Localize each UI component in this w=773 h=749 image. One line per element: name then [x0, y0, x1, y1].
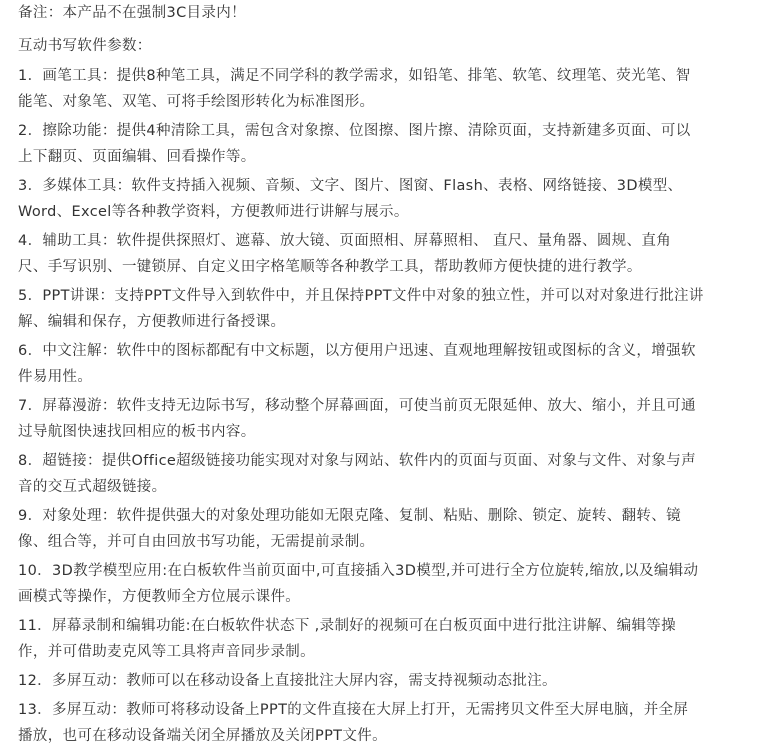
list-item [18, 448, 751, 500]
list-item [18, 697, 751, 749]
list-item-line: 作，并可借助麦克风等工具将声音同步录制。 [18, 644, 315, 660]
note-text: 备注：本产品不在强制3C目录内！ [18, 5, 246, 21]
section-heading: 互动书写软件参数： [18, 38, 152, 54]
list-item-line: 像、组合等，并可自由回放书写功能，无需提前录制。 [18, 534, 375, 550]
list-item [18, 228, 751, 280]
list-item-line: 音的交互式超级链接。 [18, 479, 167, 495]
list-item [18, 503, 751, 555]
list-item-line: 件易用性。 [18, 369, 93, 385]
list-item-line: 5．PPT讲课：支持PPT文件导入到软件中，并且保持PPT文件中对象的独立性，并可以对对象进行批注讲 [18, 288, 704, 304]
list-item-line: 6．中文注解：软件中的图标都配有中文标题，以方便用户迅速、直观地理解按钮或图标的含义，增强软 [18, 343, 696, 359]
list-item-line: 3．多媒体工具：软件支持插入视频、音频、文字、图片、图窗、Flash、表格、网络链接、3D模型、 [18, 178, 683, 194]
list-item-line: 13．多屏互动：教师可将移动设备上PPT的文件直接在大屏上打开，无需拷贝文件至大屏电脑，并全屏 [18, 702, 689, 718]
list-item-line: Word、Excel等各种教学资料，方便教师进行讲解与展示。 [18, 204, 409, 220]
list-item-line: 解、编辑和保存，方便教师进行备授课。 [18, 314, 286, 330]
list-item-line: 12．多屏互动：教师可以在移动设备上直接批注大屏内容，需支持视频动态批注。 [18, 673, 557, 689]
list-item [18, 558, 751, 610]
list-item-line: 11．屏幕录制和编辑功能:在白板软件状态下 ,录制好的视频可在白板页面中进行批注讲解、编辑等操 [18, 618, 676, 634]
list-item-line: 10．3D教学模型应用:在白板软件当前页面中,可直接插入3D模型,并可进行全方位旋转,缩放,以及编辑动 [18, 563, 699, 579]
list-item [18, 338, 751, 390]
list-item-line: 4．辅助工具：软件提供探照灯、遮幕、放大镜、页面照相、屏幕照相、 直尺、量角器、圆规、直角 [18, 233, 672, 249]
list-item [18, 173, 751, 225]
list-item [18, 668, 751, 694]
list-item [18, 393, 751, 445]
list-item-line: 播放，也可在移动设备端关闭全屏播放及关闭PPT文件。 [18, 728, 387, 744]
list-item-line: 7．屏幕漫游：软件支持无边际书写，移动整个屏幕画面，可使当前页无限延伸、放大、缩小，并且可通 [18, 398, 696, 414]
list-item-line: 画模式等操作，方便教师全方位展示课件。 [18, 589, 301, 605]
list-item-line: 2．擦除功能：提供4种清除工具，需包含对象擦、位图擦、图片擦、清除页面，支持新建多页面、可以 [18, 123, 691, 139]
list-item-line: 8．超链接：提供Office超级链接功能实现对对象与网站、软件内的页面与页面、对象与文件、对象与声 [18, 453, 696, 469]
list-item [18, 118, 751, 170]
list-item [18, 283, 751, 335]
list-item [18, 63, 751, 115]
list-item-line: 过导航图快速找回相应的板书内容。 [18, 424, 256, 440]
list-item-line: 1．画笔工具：提供8种笔工具，满足不同学科的教学需求，如铅笔、排笔、软笔、纹理笔、荧光笔、智 [18, 68, 691, 84]
list-item-line: 9．对象处理：软件提供强大的对象处理功能如无限克隆、复制、粘贴、删除、锁定、旋转、翻转、镜 [18, 508, 681, 524]
list-item-line: 尺、手写识别、一键锁屏、自定义田字格笔顺等各种教学工具，帮助教师方便快捷的进行教学。 [18, 259, 642, 275]
list-item-line: 上下翻页、页面编辑、回看操作等。 [18, 149, 256, 165]
list-item [18, 613, 751, 665]
list-item-line: 能笔、对象笔、双笔、可将手绘图形转化为标准图形。 [18, 94, 375, 110]
